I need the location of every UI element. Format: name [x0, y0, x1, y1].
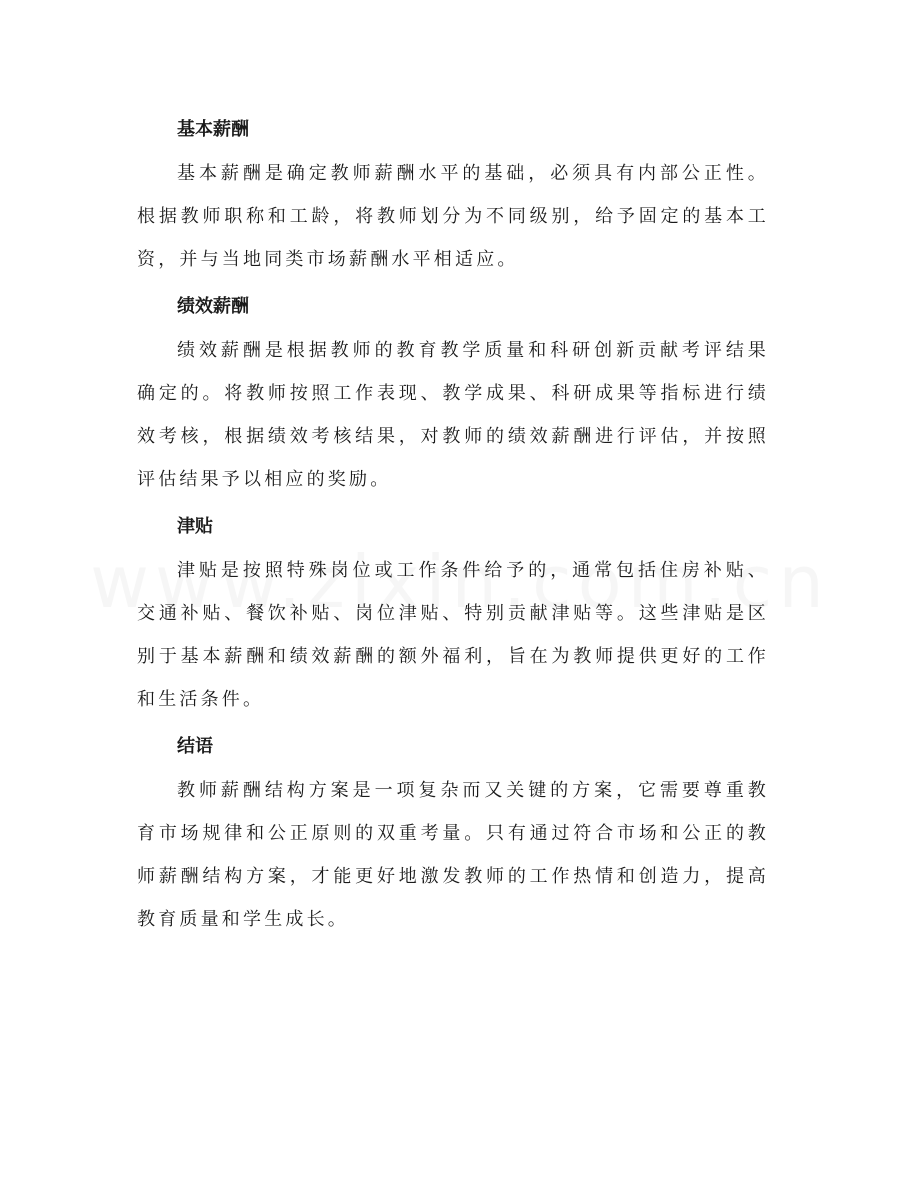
section-heading: 基本薪酬: [177, 119, 249, 140]
section-paragraph: 基本薪酬是确定教师薪酬水平的基础，必须具有内部公正性。根据教师职称和工龄，将教师划分为不同级别，给予固定的基本工资，并与当地同类市场薪酬水平相适应。: [137, 163, 769, 270]
section-paragraph: 绩效薪酬是根据教师的教育教学质量和科研创新贡献考评结果确定的。将教师按照工作表现、教学成果、科研成果等指标进行绩效考核，根据绩效考核结果，对教师的绩效薪酬进行评估，并按照评估结果予以相应的奖励。: [137, 340, 769, 490]
document-body: [137, 104, 769, 945]
section-heading: 结语: [177, 736, 213, 757]
section-paragraph: 教师薪酬结构方案是一项复杂而又关键的方案，它需要尊重教育市场规律和公正原则的双重考量。只有通过符合市场和公正的教师薪酬结构方案，才能更好地激发教师的工作热情和创造力，提高教育质量和学生成长。: [137, 780, 769, 930]
section-conclusion: [137, 725, 769, 941]
section-paragraph: 津贴是按照特殊岗位或工作条件给予的，通常包括住房补贴、交通补贴、餐饮补贴、岗位津贴、特别贡献津贴等。这些津贴是区别于基本薪酬和绩效薪酬的额外福利，旨在为教师提供更好的工作和生活条件。: [137, 560, 769, 710]
section-allowance: [137, 505, 769, 721]
section-performance-salary: [137, 285, 769, 501]
section-heading: 津贴: [177, 516, 213, 537]
section-basic-salary: [137, 108, 769, 281]
section-heading: 绩效薪酬: [177, 296, 249, 317]
